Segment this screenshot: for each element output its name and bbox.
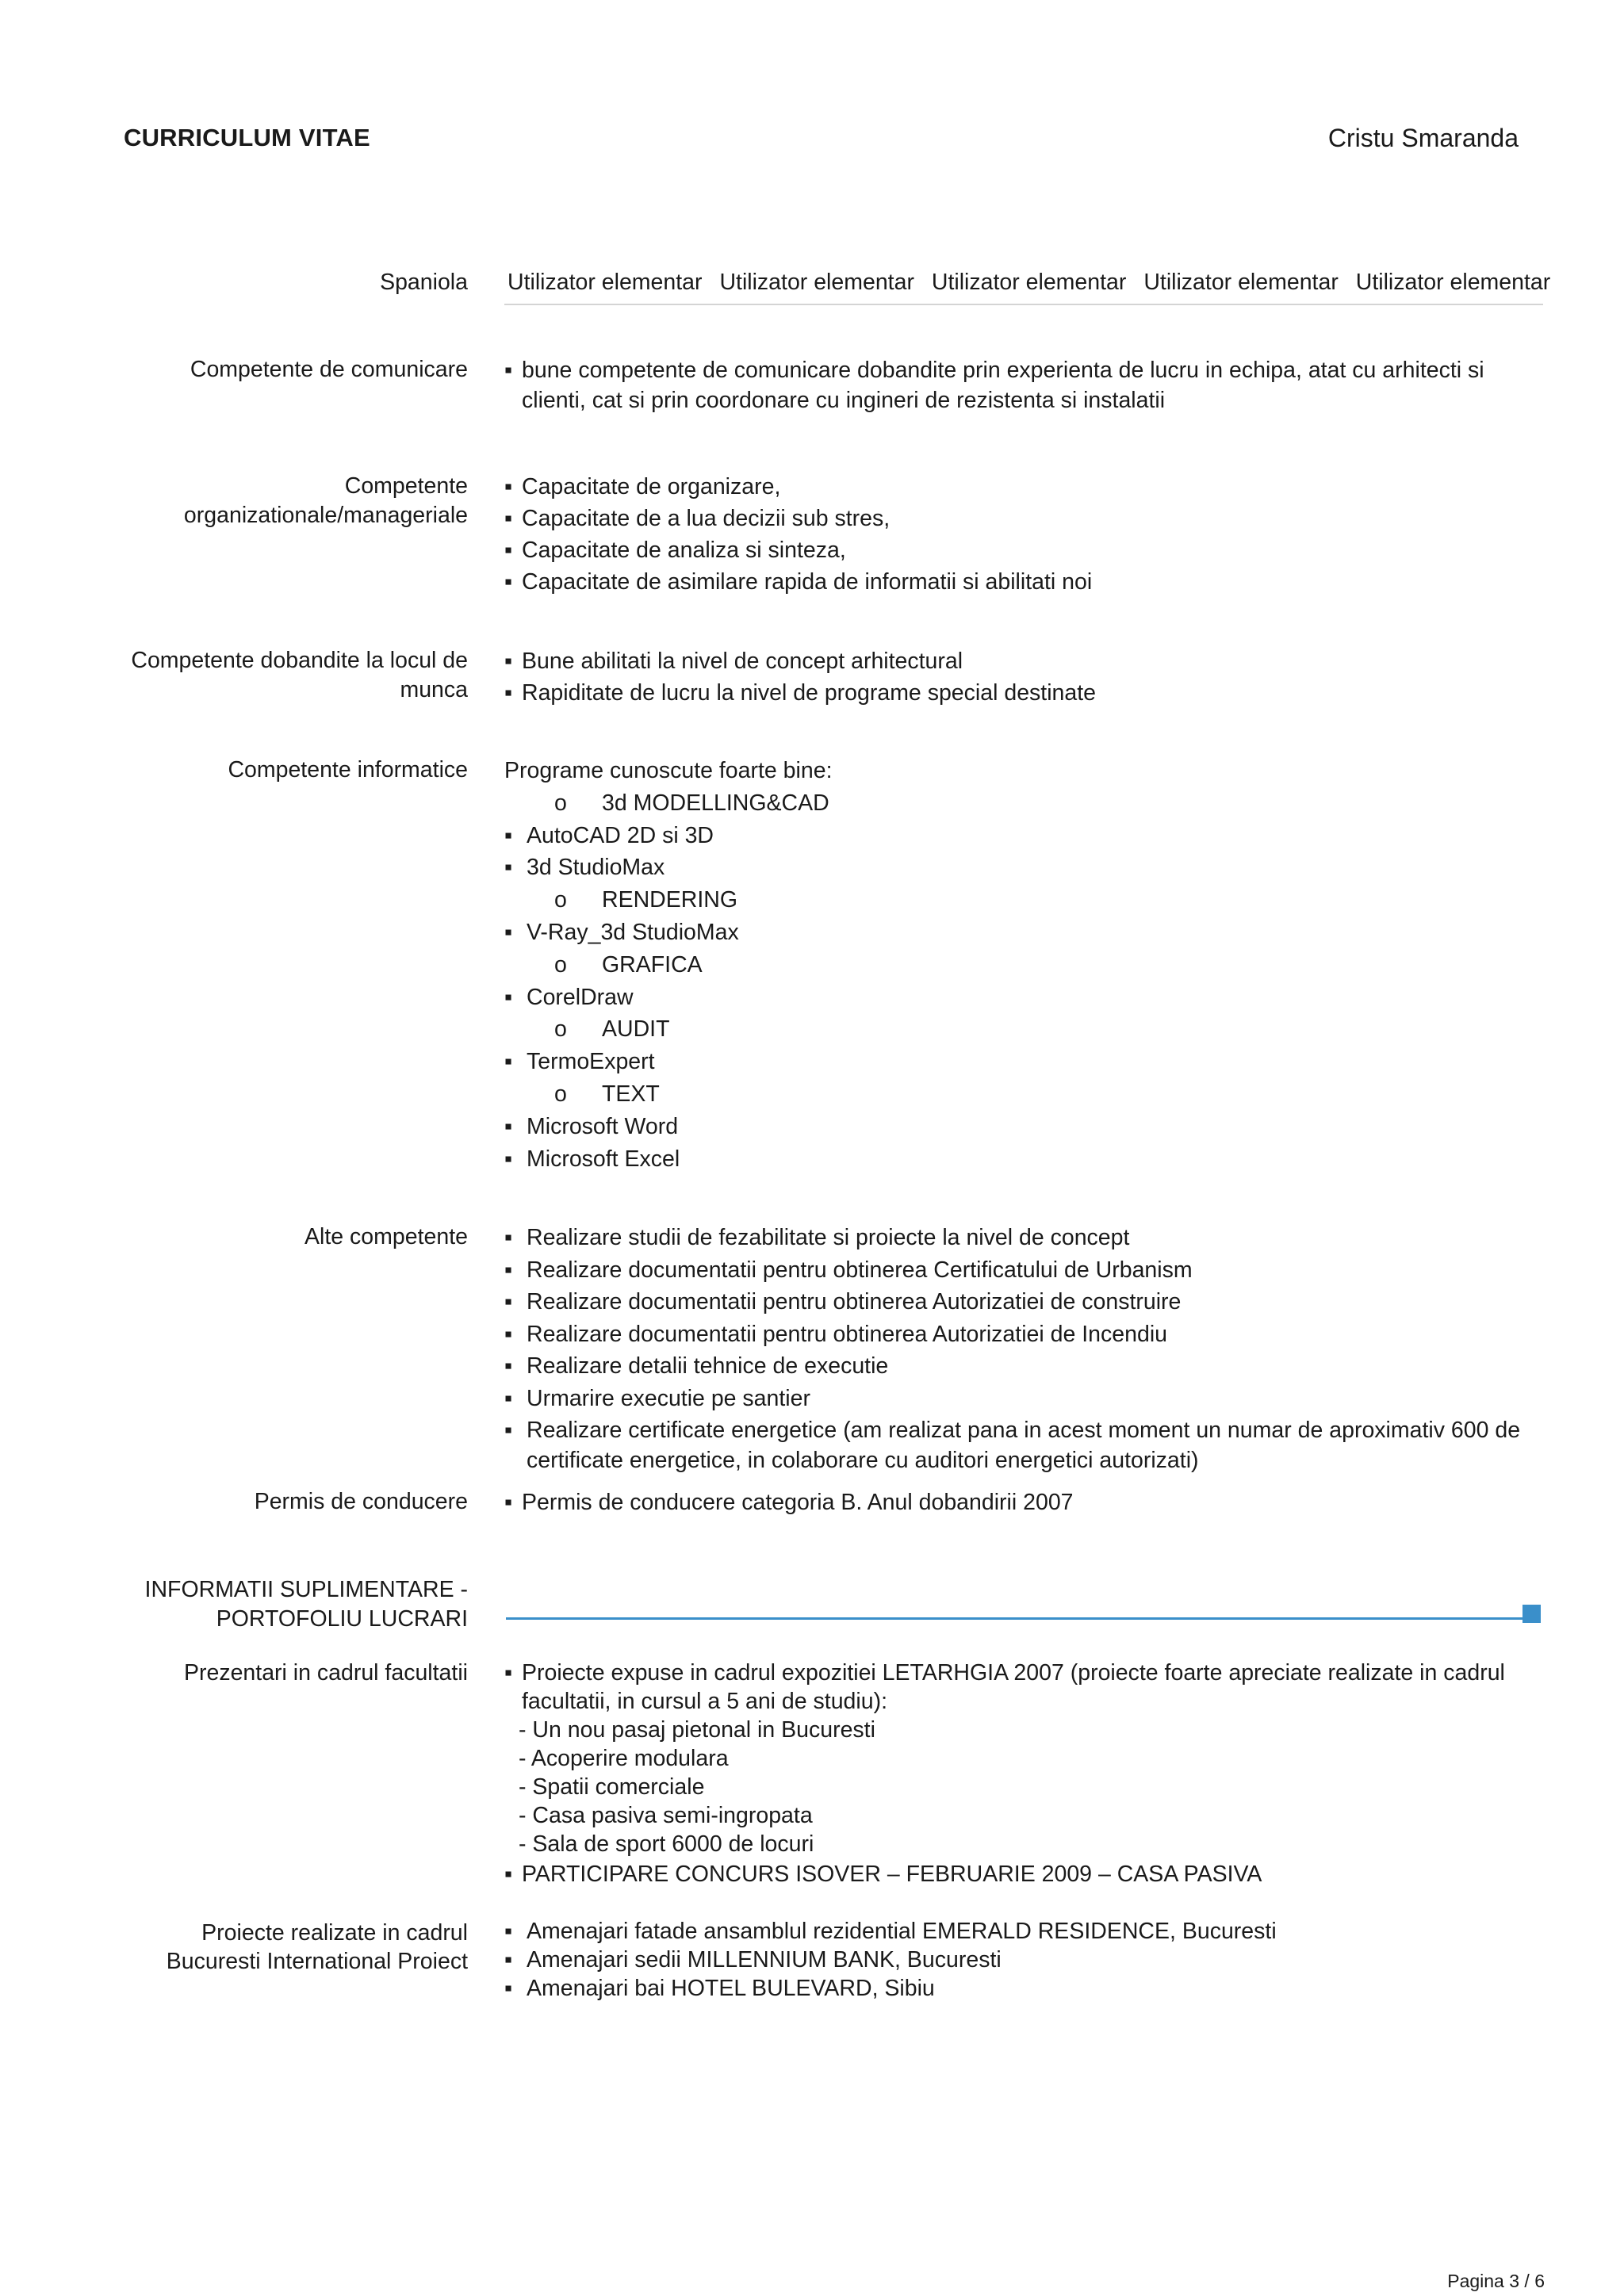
it-content (504, 755, 1543, 1175)
project-item: - Un nou pasaj pietonal in Bucuresti (519, 1717, 875, 1743)
bullet-icon: ▪ (504, 1385, 513, 1411)
bullet-icon: ▪ (504, 1353, 513, 1380)
list-item: ▪ Capacitate de a lua decizii sub stres, (504, 503, 1543, 534)
bullet-icon: ▪ (504, 1049, 513, 1075)
list-item: ▪ Amenajari sedii MILLENNIUM BANK, Bucuresti (504, 1947, 1002, 1973)
circle-bullet-icon: o (554, 887, 567, 913)
list-item: ▪ Capacitate de asimilare rapida de informatii si abilitati noi (504, 566, 1543, 598)
communication-label: Competente de comunicare (190, 357, 468, 382)
list-item: ▪ Realizare documentatii pentru obtinerea Autorizatiei de Incendiu (504, 1318, 1543, 1351)
list-item: ▪ Capacitate de analiza si sinteza, (504, 534, 1543, 566)
bullet-icon: ▪ (504, 1862, 513, 1887)
other-content (504, 1222, 1543, 1475)
section-divider (506, 1617, 1522, 1620)
bullet-icon: ▪ (504, 506, 513, 531)
bullet-icon: ▪ (504, 649, 513, 674)
project-item: - Acoperire modulara (519, 1746, 729, 1771)
faculty-label: Prezentari in cadrul facultatii (183, 1660, 468, 1686)
bullet-icon: ▪ (504, 1321, 513, 1347)
list-item: ▪ Realizare certificate energetice (am realizat pana in acest moment un numar de aproximativ 600 de certificate energetice, in colaborare cu auditori energetici autorizati) (504, 1415, 1543, 1475)
language-divider (504, 304, 1543, 305)
bullet-icon: ▪ (504, 680, 513, 706)
bullet-icon: ▪ (504, 1113, 513, 1139)
bullet-icon: ▪ (504, 538, 513, 563)
list-item: ▪ V-Ray_3d StudioMax (504, 916, 1543, 949)
circle-bullet-icon: o (554, 790, 567, 816)
list-subheading: o GRAFICA (504, 949, 1543, 982)
bullet-icon: ▪ (504, 984, 513, 1010)
list-item: ▪ PARTICIPARE CONCURS ISOVER – FEBRUARIE 2009 – CASA PASIVA (504, 1862, 1262, 1887)
language-levels (508, 270, 1550, 296)
list-item: ▪ CorelDraw (504, 982, 1543, 1014)
list-subheading: o RENDERING (504, 884, 1543, 916)
bip-label: Proiecte realizate in cadrul Bucuresti International Proiect (166, 1920, 468, 1974)
list-item: ▪ 3d StudioMax (504, 851, 1543, 884)
circle-bullet-icon: o (554, 951, 567, 978)
list-item: ▪ Microsoft Excel (504, 1143, 1543, 1176)
list-item: ▪ TermoExpert (504, 1046, 1543, 1078)
list-item: ▪ Amenajari bai HOTEL BULEVARD, Sibiu (504, 1976, 935, 2001)
bullet-icon: ▪ (504, 569, 513, 595)
list-item: ▪ Proiecte expuse in cadrul expozitiei LETARHGIA 2007 (proiecte foarte apreciate realizate in cadrul facultatii, in cursul a 5 ani de studiu): (504, 1660, 1505, 1714)
driving-content (504, 1487, 1543, 1517)
bullet-icon: ▪ (504, 855, 513, 881)
bullet-icon: ▪ (504, 1660, 513, 1686)
person-name: Cristu Smaranda (1327, 124, 1519, 152)
level-speaking-interaction: Utilizator elementar (931, 270, 1127, 295)
bullet-icon: ▪ (504, 1947, 513, 1973)
bullet-icon: ▪ (504, 1919, 513, 1944)
bip-content (504, 1917, 1543, 2003)
bullet-icon: ▪ (504, 1417, 513, 1443)
language-label: Spaniola (380, 270, 468, 295)
driving-label: Permis de conducere (254, 1489, 468, 1514)
circle-bullet-icon: o (554, 1016, 567, 1043)
list-item: ▪ Rapiditate de lucru la nivel de programe special destinate (504, 677, 1543, 709)
level-writing: Utilizator elementar (1355, 270, 1551, 295)
list-subheading: o 3d MODELLING&CAD (504, 787, 1543, 820)
list-item: ▪ Amenajari fatade ansamblul rezidential EMERALD RESIDENCE, Bucuresti (504, 1919, 1277, 1944)
list-item: ▪ Microsoft Word (504, 1111, 1543, 1143)
organizational-content (504, 471, 1543, 598)
faculty-content (504, 1659, 1543, 1888)
level-understanding-listening: Utilizator elementar (508, 270, 703, 295)
circle-bullet-icon: o (554, 1081, 567, 1107)
organizational-label: Competente organizationale/manageriale (183, 473, 468, 528)
list-subheading: o TEXT (504, 1078, 1543, 1111)
project-item: - Sala de sport 6000 de locuri (519, 1831, 814, 1857)
bullet-icon: ▪ (504, 1257, 513, 1283)
workplace-label: Competente dobandite la locul de munca (131, 648, 468, 702)
list-item: ▪ bune competente de comunicare dobandite prin experienta de lucru in echipa, atat cu arhitecti si clienti, cat si prin coordonare cu ingineri de rezistenta si instalatii (504, 355, 1543, 415)
bullet-icon: ▪ (504, 919, 513, 945)
bullet-icon: ▪ (504, 822, 513, 848)
supplementary-label: INFORMATII SUPLIMENTARE - PORTOFOLIU LUCRARI (144, 1577, 468, 1632)
level-speaking-production: Utilizator elementar (1143, 270, 1339, 295)
page-number: Pagina 3 / 6 (1447, 2271, 1545, 2291)
bullet-icon: ▪ (504, 1490, 513, 1515)
it-label: Competente informatice (228, 757, 468, 783)
list-item: ▪ Realizare documentatii pentru obtinerea Autorizatiei de construire (504, 1286, 1543, 1318)
list-subheading: o AUDIT (504, 1013, 1543, 1046)
list-item: ▪ AutoCAD 2D si 3D (504, 820, 1543, 852)
list-item: ▪ Realizare studii de fezabilitate si proiecte la nivel de concept (504, 1222, 1543, 1254)
workplace-content (504, 645, 1543, 709)
bullet-icon: ▪ (504, 1289, 513, 1315)
project-item: - Spatii comerciale (519, 1774, 705, 1800)
cv-title: CURRICULUM VITAE (124, 124, 370, 151)
section-marker-icon (1522, 1605, 1541, 1623)
list-item: ▪ Realizare detalii tehnice de executie (504, 1350, 1543, 1383)
list-item: ▪ Realizare documentatii pentru obtinerea Certificatului de Urbanism (504, 1254, 1543, 1287)
bullet-icon: ▪ (504, 1976, 513, 2001)
it-intro: Programe cunoscute foarte bine: (504, 758, 833, 783)
list-item: ▪ Permis de conducere categoria B. Anul dobandirii 2007 (504, 1487, 1543, 1517)
level-understanding-reading: Utilizator elementar (719, 270, 914, 295)
bullet-icon: ▪ (504, 1146, 513, 1172)
bullet-icon: ▪ (504, 358, 513, 383)
communication-content (504, 355, 1543, 415)
list-item: ▪ Bune abilitati la nivel de concept arhitectural (504, 645, 1543, 677)
list-item: ▪ Urmarire executie pe santier (504, 1383, 1543, 1415)
bullet-icon: ▪ (504, 474, 513, 499)
other-label: Alte competente (304, 1224, 468, 1249)
bullet-icon: ▪ (504, 1225, 513, 1250)
project-item: - Casa pasiva semi-ingropata (519, 1803, 813, 1828)
list-item: ▪ Capacitate de organizare, (504, 471, 1543, 503)
